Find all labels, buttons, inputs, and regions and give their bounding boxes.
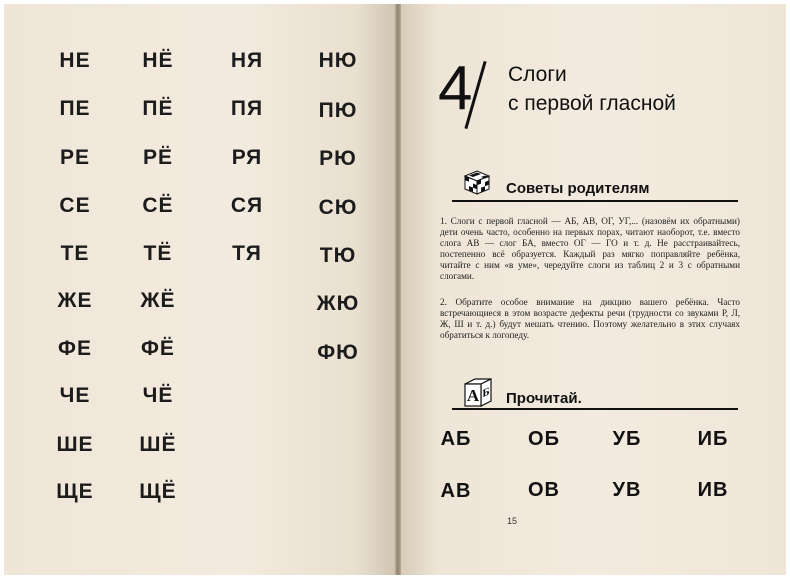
- syllable: НЯ: [230, 49, 264, 72]
- syllable: ПЮ: [318, 99, 358, 122]
- syllable: НЕ: [59, 49, 91, 72]
- syllable: СЕ: [59, 194, 91, 217]
- page-number: 15: [506, 516, 517, 526]
- syllable: ЖЮ: [316, 292, 360, 315]
- exercise-syllable: АВ: [440, 480, 472, 502]
- syllable: НЁ: [142, 49, 174, 72]
- syllable: ТЯ: [232, 242, 262, 265]
- chapter-number: 4: [438, 54, 473, 123]
- ab-icon-letter-a: А: [466, 386, 480, 405]
- syllable: РЮ: [319, 147, 357, 170]
- book-gutter: [395, 4, 401, 575]
- syllable: ШЁ: [139, 433, 177, 456]
- syllable: СЁ: [142, 194, 174, 217]
- exercise-syllable: УВ: [612, 479, 642, 501]
- syllable: РЁ: [142, 146, 174, 169]
- syllable: НЮ: [318, 49, 358, 72]
- tips-heading: Советы родителям: [506, 180, 650, 197]
- syllable: ПЯ: [230, 97, 264, 120]
- syllable: ЩЕ: [56, 480, 94, 503]
- tips-paragraph-1: 1. Слоги с первой гласной — АБ, АВ, ОГ, УГ,... (назовём их обратными) дети очень часто, особенно на первых порах, читают наоборот, т.е. вместо слога АВ — слог БА, вместо ОГ — ГО и т. д. Не расстраивайтесь, постепенно всё образуется. Каждый раз мягко поправляйте ребёнка, читайте с ним «в уме», чередуйте слоги из таблиц 2 и 3 с обратными слогами.: [440, 216, 740, 281]
- tips-paragraph-2: 2. Обратите особое внимание на дикцию вашего ребёнка. Часто встречающиеся в этом возрасте дефекты речи (трудности со звуками Р, Л, Ж, Ш и т. д.) будут мешать чтению. Поэтому желательно в этих случаях обратиться к логопеду.: [440, 297, 740, 340]
- book-spread: [4, 4, 786, 575]
- syllable: РЕ: [59, 146, 90, 169]
- syllable: РЯ: [231, 146, 263, 169]
- exercise-syllable: ОБ: [528, 428, 560, 450]
- syllable: ФЕ: [58, 337, 92, 360]
- syllable: ЖЕ: [57, 289, 93, 312]
- syllable: ФЁ: [141, 337, 175, 360]
- syllable: ЧЁ: [142, 384, 174, 407]
- syllable: ЖЁ: [140, 289, 176, 312]
- syllable: СЮ: [318, 196, 358, 219]
- exercise-syllable: ОВ: [528, 479, 560, 501]
- chapter-title-line2: с первой гласной: [508, 92, 676, 115]
- read-rule: [452, 408, 738, 410]
- syllable: ТЕ: [60, 242, 90, 265]
- syllable: ФЮ: [317, 341, 359, 364]
- exercise-syllable: ИБ: [697, 428, 729, 450]
- read-heading: Прочитай.: [506, 390, 582, 407]
- syllable: ПЁ: [142, 97, 174, 120]
- syllable: ЧЕ: [59, 384, 91, 407]
- exercise-syllable: ИВ: [697, 479, 729, 501]
- ab-icon-letter-b: Б: [482, 384, 490, 401]
- syllable: ТЮ: [319, 244, 357, 267]
- syllable: ШЕ: [56, 433, 94, 456]
- syllable: СЯ: [230, 194, 264, 217]
- exercise-syllable: УБ: [612, 428, 642, 450]
- ab-block-icon: [462, 377, 494, 407]
- syllable: ТЁ: [143, 242, 173, 265]
- cube-icon: [462, 168, 492, 196]
- chapter-title-line1: Слоги: [508, 63, 567, 86]
- syllable: ЩЁ: [139, 480, 177, 503]
- exercise-syllable: АБ: [440, 428, 472, 450]
- tips-rule: [452, 200, 738, 202]
- syllable: ПЕ: [59, 97, 91, 120]
